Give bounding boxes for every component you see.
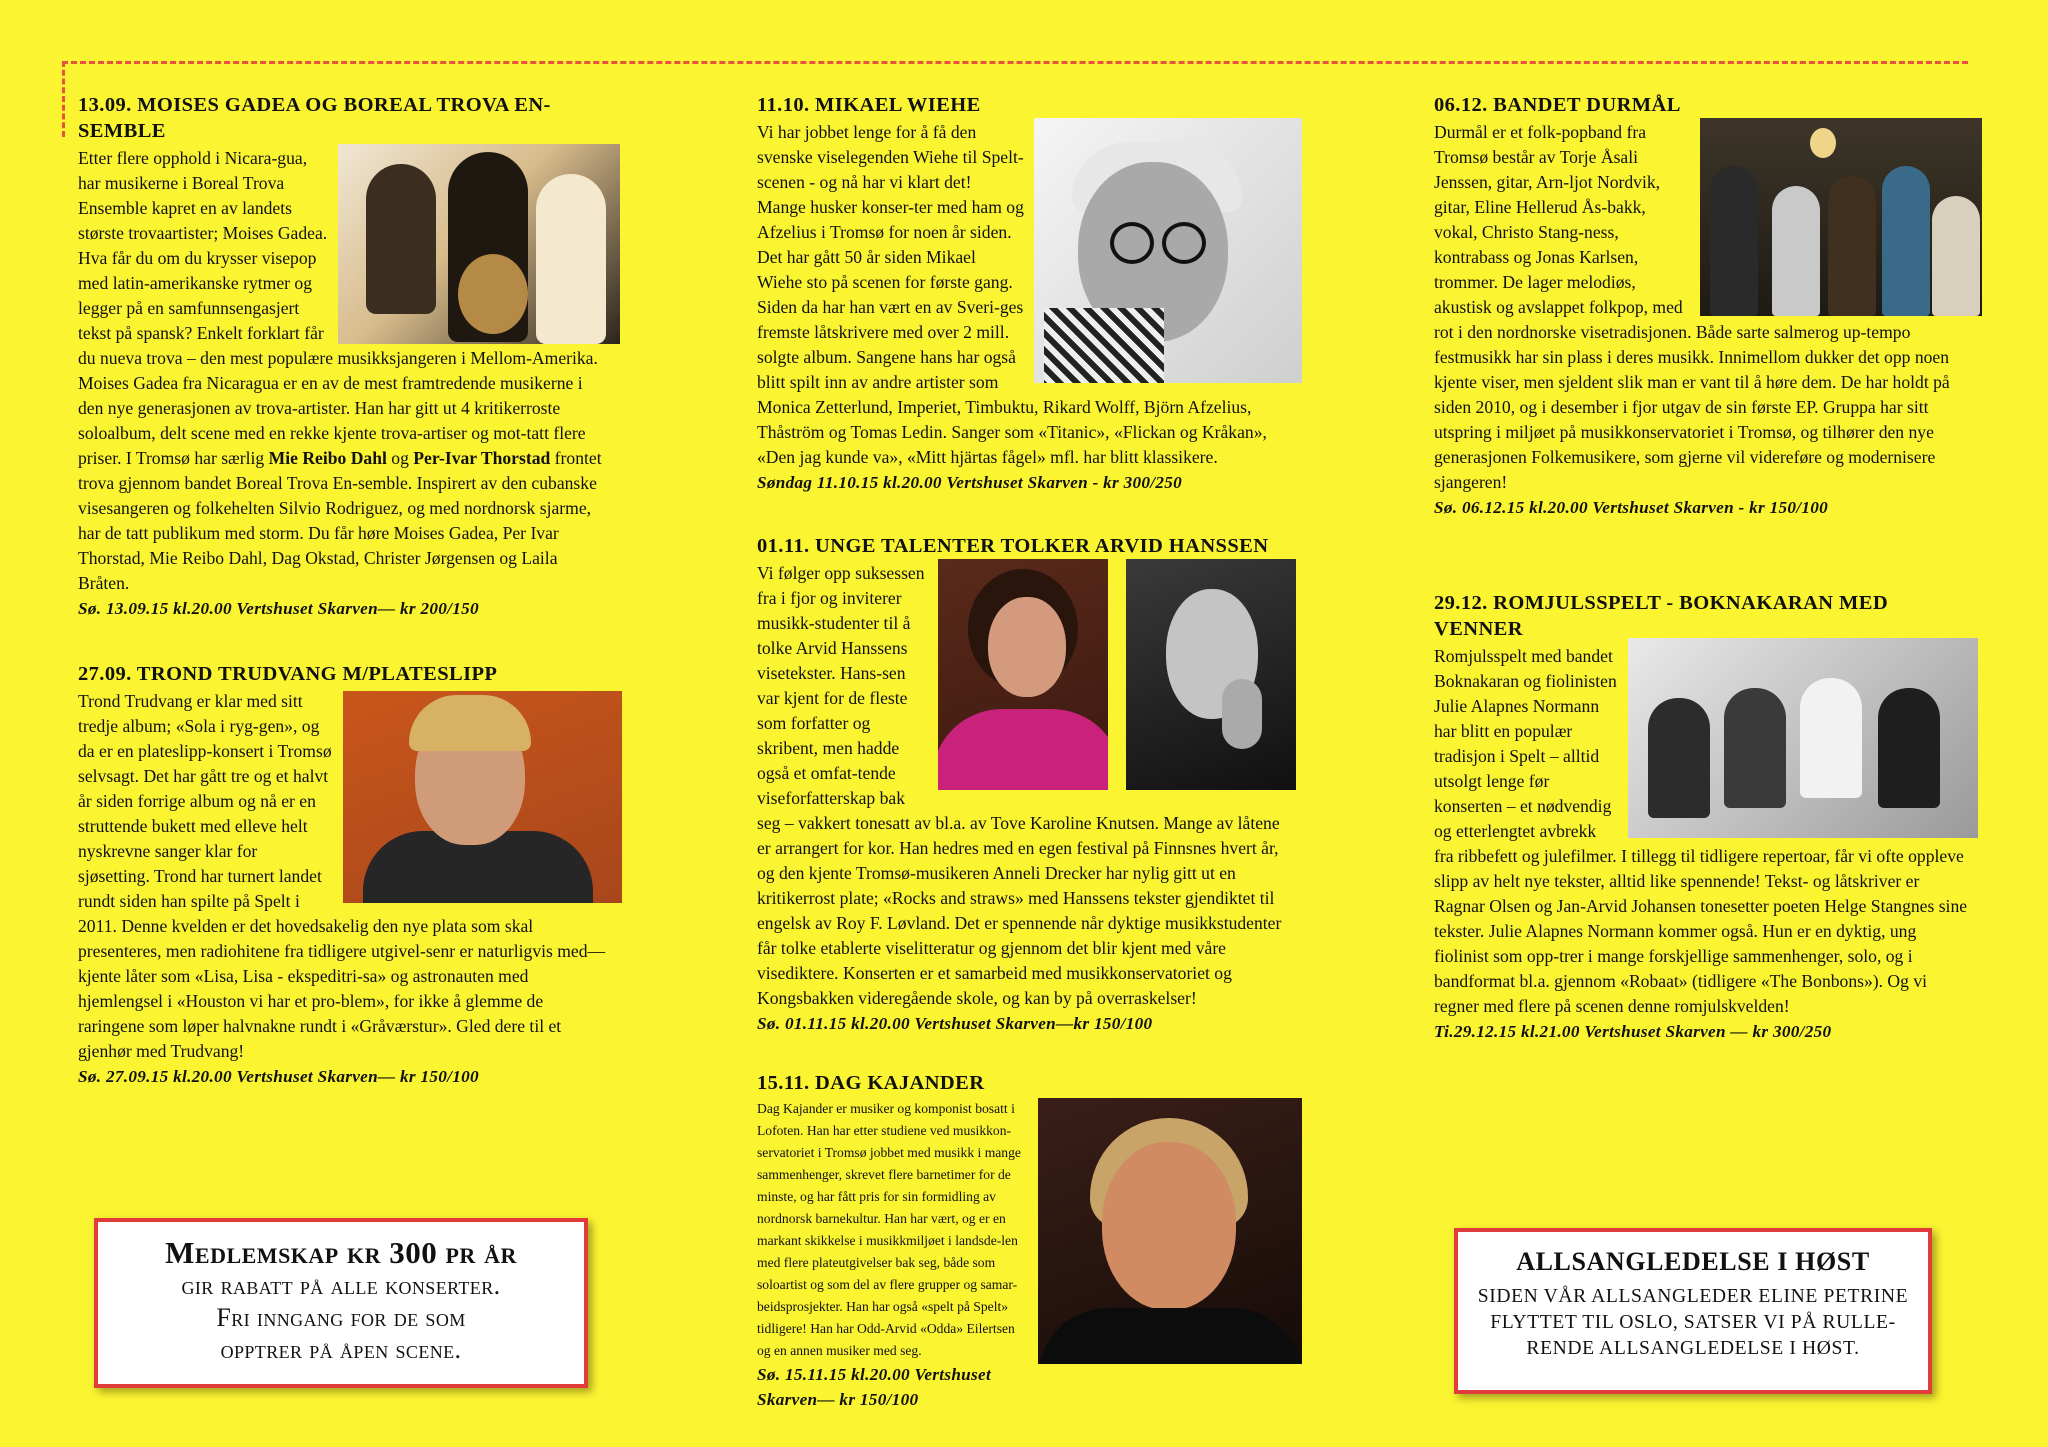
photo-trond-trudvang: [343, 691, 622, 903]
article-trond-trudvang: [78, 661, 608, 1089]
photo-arvid-hanssen: [1126, 559, 1296, 790]
photo-dag-kajander: [1038, 1098, 1302, 1364]
article-title: 29.12. ROMJULSSPELT - BOKNAKARAN MED VENNER: [1434, 592, 1889, 640]
allsang-box: [1454, 1228, 1932, 1394]
membership-line: gir rabatt på alle konserter.: [181, 1271, 501, 1300]
photo-anneli-drecker: [938, 559, 1108, 790]
highlight-name: Mie Reibo Dahl: [268, 448, 387, 468]
article-body: Trond Trudvang er klar med sitt tredje album; «Sola i ryg-gen», og da er en plateslipp-konsert i Tromsø selvsagt. Det har gått tre og et halvt år siden forrige album og nå er en struttende bukett med elleve helt nyskrevne sanger klar for sjøsetting. Trond har turnert landet rundt siden han spilte på Spelt i 2011. Denne kvelden er det hovedsakelig den nye plata som skal presenteres, men radiohitene fra tidligere utgivel-senr er naturligvis med—kjente låter som «Lisa, Lisa - ekspeditri-sa» og astronauten med hjemlengsel i «Houston vi har et pro-blem», for ikke å glemme de raringene som løper halvnakne rundt i «Gråværstur». Gled dere til et gjenhør med Trudvang!: [78, 691, 606, 1061]
article-title: 27.09. TROND TRUDVANG M/PLATESLIPP: [78, 663, 498, 685]
event-details: Ti.29.12.15 kl.21.00 Vertshuset Skarven — kr 300/250: [1434, 1022, 1832, 1041]
article-body: Vi har jobbet lenge for å få den svenske viselegenden Wiehe til Spelt-scenen - og nå har vi klart det! Mange husker konser-ter med ham og Afzelius i Tromsø for noen år siden. Det har gått 50 år siden Mikael Wiehe sto på scenen for første gang. Siden da har han vært en av Sveri-ges fremste låtskrivere med over 2 mill. solgte album. Sangene hans har også blitt spilt inn av andre artister som Monica Zetterlund, Imperiet, Timbuktu, Rikard Wolff, Björn Afzelius, Thåström og Tomas Ledin. Sanger som «Titanic», «Flickan og Kråkan», «Den jag kunde va», «Mitt hjärtas fågel» mfl. har blitt klassikere.: [757, 122, 1267, 467]
allsang-title: ALLSANGLEDELSE I HØST: [1516, 1247, 1870, 1276]
column-2: [757, 92, 1292, 1412]
article-title: 06.12. BANDET DURMÅL: [1434, 94, 1681, 116]
membership-line: Fri inngang for de som: [216, 1303, 466, 1332]
article-title: 11.10. MIKAEL WIEHE: [757, 94, 981, 116]
article-title: 13.09. MOISES GADEA OG BOREAL TROVA EN-SEMBLE: [78, 94, 551, 142]
article-romjulsspelt: [1434, 590, 1974, 1044]
photo-mikael-wiehe: [1034, 118, 1302, 383]
article-body: Etter flere opphold i Nicara-gua, har musikerne i Boreal Trova Ensemble kapret en av landets største trovaartister; Moises Gadea. Hva får du om du krysser visepop med latin-amerikanske rytmer og legger på en samfunnsengasjert tekst på spansk? Enkelt forklart får du nueva trova – den mest populære musikksjangeren i Mellom-Amerika. Moises Gadea fra Nicaragua er en av de mest framtredende musikerne i den nye generasjonen av trova-artister. Han har gitt ut 4 kritikerroste soloalbum, delt scene med en rekke kjente trova-artiser og mot-tatt flere priser. I Tromsø har særlig Mie Reibo Dahl og Per-Ivar Thorstad frontet trova gjennom bandet Boreal Trova En-semble. Inspirert av den cubanske visesangeren og folkehelten Silvio Rodriguez, og med nordnorsk sjarme, har de tatt publikum med storm. Du får høre Moises Gadea, Per Ivar Thorstad, Mie Reibo Dahl, Dag Okstad, Christer Jørgensen og Laila Bråten.: [78, 148, 602, 593]
decorative-dashed-line-left: [62, 61, 65, 137]
article-mikael-wiehe: [757, 92, 1292, 495]
decorative-dashed-line-top: [62, 61, 1968, 64]
article-bandet-durmal: [1434, 92, 1974, 520]
event-details: Sø. 01.11.15 kl.20.00 Vertshuset Skarven—kr 150/100: [757, 1014, 1153, 1033]
event-details: Sø. 13.09.15 kl.20.00 Vertshuset Skarven— kr 200/150: [78, 599, 479, 618]
article-body: Dag Kajander er musiker og komponist bosatt i Lofoten. Han har etter studiene ved musikkon-servatoriet i Tromsø jobbet med musikk i mange sammenhenger, skrevet flere barnetimer for de minste, og har fått pris for sin formidling av nordnorsk barnekultur. Han har vært, og er en markant skikkelse i musikkmiljøet i landsde-len med flere plateutgivelser bak seg, både som soloartist og som del av flere grupper og samar-beidsprosjekter. Han har også «spelt på Spelt» tidligere! Han har Odd-Arvid «Odda» Eilertsen og en annen musiker med seg.: [757, 1101, 1021, 1358]
photo-moises-gadea-ensemble: [338, 144, 620, 344]
event-details: Sø. 06.12.15 kl.20.00 Vertshuset Skarven - kr 150/100: [1434, 498, 1829, 517]
highlight-name: Per-Ivar Thorstad: [413, 448, 551, 468]
column-1: [78, 92, 608, 1089]
membership-line: opptrer på åpen scene.: [220, 1335, 462, 1364]
allsang-body: SIDEN VÅR ALLSANGLEDER ELINE PETRINE FLYTTET TIL OSLO, SATSER VI PÅ RULLE-RENDE ALLSANGLEDELSE I HØST.: [1477, 1286, 1909, 1359]
article-unge-talenter: [757, 533, 1292, 1036]
event-details: Sø. 27.09.15 kl.20.00 Vertshuset Skarven— kr 150/100: [78, 1067, 479, 1086]
event-details: Sø. 15.11.15 kl.20.00 Vertshuset Skarven— kr 150/100: [757, 1365, 992, 1409]
membership-box: [94, 1218, 588, 1388]
article-title: 15.11. DAG KAJANDER: [757, 1072, 985, 1094]
photo-bandet-durmal: [1700, 118, 1982, 316]
column-3: [1434, 92, 1974, 1044]
article-body: Vi følger opp suksessen fra i fjor og inviterer musikk-studenter til å tolke Arvid Hanssens visetekster. Hans-sen var kjent for de fleste som forfatter og skribent, men hadde også et omfat-tende viseforfatterskap bak seg – vakkert tonesatt av bl.a. av Tove Karoline Knutsen. Mange av låtene er arrangert for kor. Han hedres med en egen festival på Finnsnes hvert år, og den kjente Tromsø-musikeren Anneli Drecker har nylig gitt ut en kritikerrost plate; «Rocks and straws» med Hanssens tekster gjendiktet til engelsk av Roy F. Løvland. Det er spennende når dyktige musikkstudenter får tolke etablerte viselitteratur og gjennom det blir kjent med våre visediktere. Konserten er et samarbeid med musikkonservatoriet og Kongsbakken videregående skole, og kan by på overraskelser!: [757, 563, 1282, 1008]
article-dag-kajander: [757, 1070, 1292, 1412]
photo-pair: [938, 559, 1296, 790]
membership-title: Medlemskap kr 300 pr år: [165, 1235, 517, 1270]
article-title: 01.11. UNGE TALENTER TOLKER ARVID HANSSEN: [757, 535, 1269, 557]
article-body: Durmål er et folk-popband fra Tromsø består av Torje Åsali Jenssen, gitar, Arn-ljot Nordvik, gitar, Eline Hellerud Ås-bakk, vokal, Christo Stang-ness, kontrabass og Jonas Karlsen, trommer. De lager melodiøs, akustisk og avslappet folkpop, med rot i den nordnorske visetradisjonen. Både sarte salmerog up-tempo festmusikk har sin plass i deres musikk. Innimellom dukker det opp noen kjente viser, men sjeldent slik man er vant til å høre dem. De har holdt på siden 2010, og i desember i fjor utgav de sin første EP. Gruppa har sitt utspring i miljøet på musikkonservatoriet i Tromsø, og tilhører den nye generasjonen Folkemusikere, som gjerne vil videreføre og modernisere sjangeren!: [1434, 122, 1950, 492]
article-body: Romjulsspelt med bandet Boknakaran og fiolinisten Julie Alapnes Normann har blitt en populær tradisjon i Spelt – alltid utsolgt lenge før konserten – et nødvendig og etterlengtet avbrekk fra ribbefett og julefilmer. I tillegg til tidligere repertoar, får vi ofte oppleve slipp av helt nye tekster, alltid like spennende! Tekst- og låtskriver er Ragnar Olsen og Jan-Arvid Johansen tonesetter poeten Helge Stangnes sine tekster. Julie Alapnes Normann kommer også. Hun er en dyktig, ung fiolinist som opp-trer i mange forskjellige sammenhenger, solo, og i bandformat bl.a. gjennom «Robaat» (tidligere «The Bonbons»). Og vi regner med flere på scenen denne romjulskvelden!: [1434, 646, 1968, 1016]
photo-boknakaran: [1628, 638, 1978, 838]
article-moises-gadea: [78, 92, 608, 621]
event-details: Søndag 11.10.15 kl.20.00 Vertshuset Skarven - kr 300/250: [757, 473, 1183, 492]
